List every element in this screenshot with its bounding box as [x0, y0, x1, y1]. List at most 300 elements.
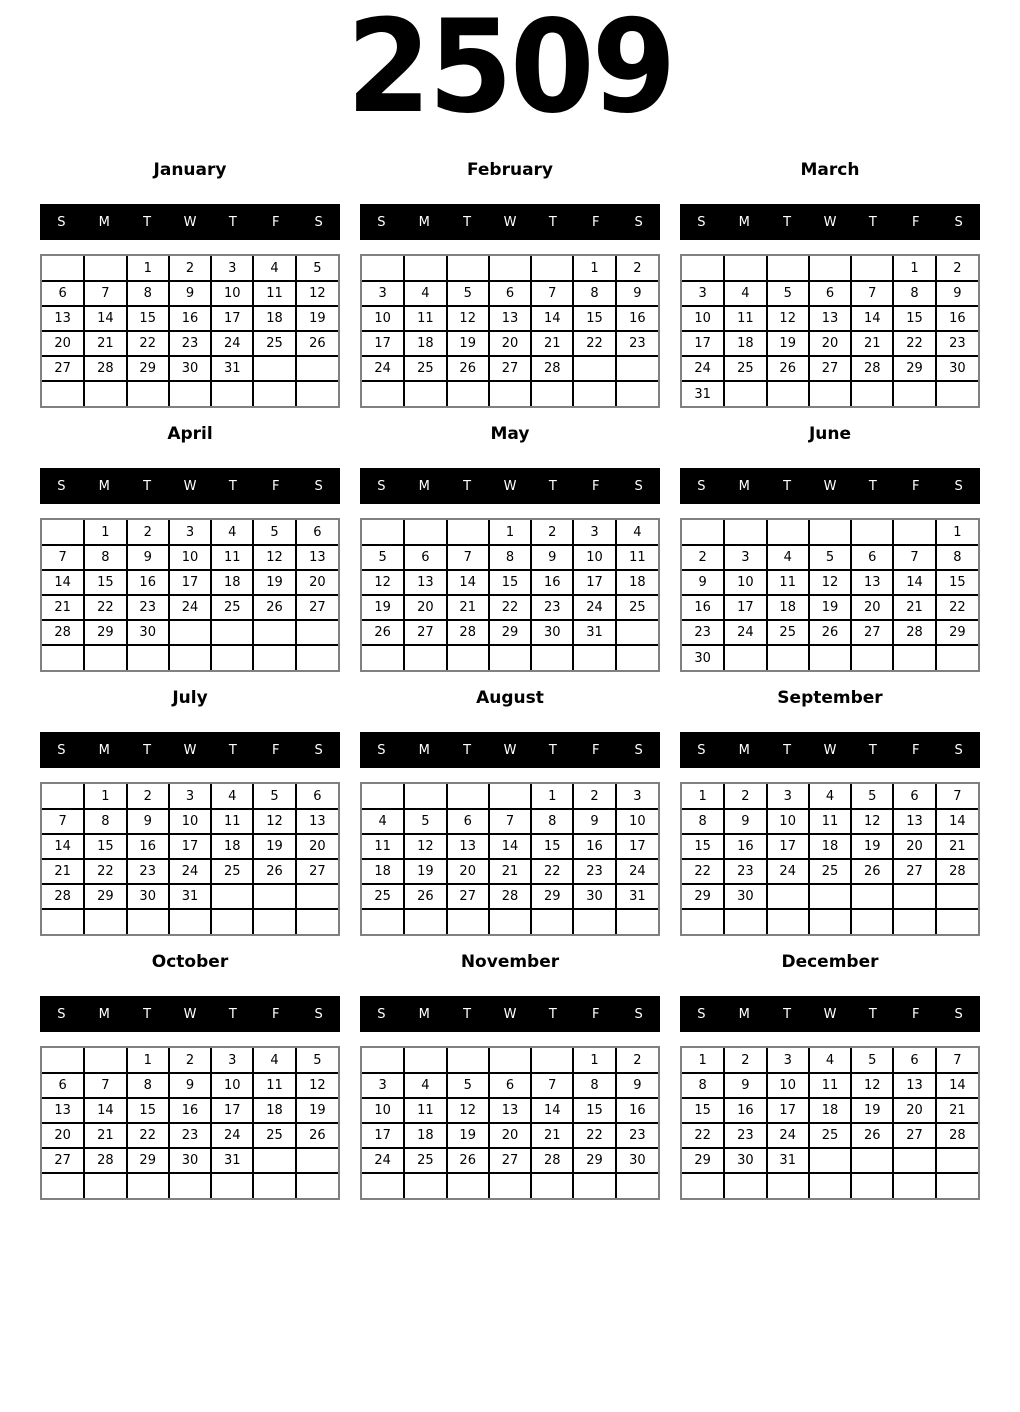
weekday-label: M	[98, 214, 110, 230]
week-row	[42, 809, 338, 834]
week-row	[42, 620, 338, 645]
week-row	[682, 1173, 978, 1198]
date-cell	[851, 1148, 893, 1173]
date-cell: 8	[84, 809, 126, 834]
date-cell	[851, 909, 893, 934]
date-cell	[404, 1173, 446, 1198]
weekday-label: M	[418, 1006, 430, 1022]
month-name: February	[466, 160, 554, 180]
date-grid-frame	[40, 518, 340, 672]
date-grid-frame	[680, 1046, 980, 1200]
date-cell: 27	[296, 595, 338, 620]
month-february	[360, 158, 660, 408]
date-cell: 27	[296, 859, 338, 884]
date-cell	[851, 1173, 893, 1198]
weekday-label: W	[183, 478, 197, 494]
date-cell: 7	[84, 1073, 126, 1098]
date-cell	[851, 381, 893, 406]
date-cell	[84, 256, 126, 281]
date-cell	[616, 381, 658, 406]
date-cell: 8	[84, 545, 126, 570]
date-cell: 26	[851, 1123, 893, 1148]
date-cell: 8	[573, 1073, 615, 1098]
date-cell: 22	[573, 1123, 615, 1148]
date-cell: 26	[851, 859, 893, 884]
weekday-label: M	[738, 742, 750, 758]
date-cell	[936, 909, 978, 934]
date-cell: 10	[211, 1073, 253, 1098]
date-cell	[767, 909, 809, 934]
date-grid-frame	[40, 1046, 340, 1200]
date-cell	[851, 256, 893, 281]
date-cell: 5	[253, 784, 295, 809]
weekday-label: F	[911, 478, 920, 494]
date-cell: 14	[84, 1098, 126, 1123]
date-cell: 16	[616, 1098, 658, 1123]
date-cell: 15	[682, 1098, 724, 1123]
date-cell: 15	[573, 1098, 615, 1123]
date-cell: 25	[253, 1123, 295, 1148]
date-cell: 25	[767, 620, 809, 645]
weekday-label: T	[463, 478, 472, 494]
month-name: April	[167, 424, 213, 444]
date-cell: 23	[682, 620, 724, 645]
date-cell: 28	[42, 620, 84, 645]
date-cell: 5	[362, 545, 404, 570]
date-cell	[531, 645, 573, 670]
date-cell: 9	[616, 1073, 658, 1098]
date-cell: 22	[489, 595, 531, 620]
date-cell	[893, 884, 935, 909]
week-row	[362, 520, 658, 545]
date-cell	[682, 256, 724, 281]
weekday-label: F	[271, 478, 280, 494]
date-grid	[362, 256, 658, 406]
date-grid	[682, 1048, 978, 1198]
week-row	[362, 256, 658, 281]
date-cell	[489, 1048, 531, 1073]
date-cell: 3	[169, 520, 211, 545]
date-cell	[211, 1173, 253, 1198]
month-may	[360, 422, 660, 672]
date-cell: 21	[447, 595, 489, 620]
date-cell: 20	[489, 331, 531, 356]
date-cell: 9	[169, 1073, 211, 1098]
date-cell: 28	[489, 884, 531, 909]
date-cell: 9	[724, 1073, 766, 1098]
date-cell: 19	[447, 331, 489, 356]
date-grid-frame	[360, 518, 660, 672]
date-grid	[42, 256, 338, 406]
date-cell	[893, 520, 935, 545]
week-row	[42, 1098, 338, 1123]
date-cell	[42, 645, 84, 670]
date-cell: 6	[296, 520, 338, 545]
weekday-label: T	[868, 478, 877, 494]
date-cell	[447, 645, 489, 670]
date-cell: 22	[573, 331, 615, 356]
date-cell	[724, 520, 766, 545]
date-cell: 15	[573, 306, 615, 331]
date-cell: 29	[936, 620, 978, 645]
date-cell: 10	[616, 809, 658, 834]
date-cell: 6	[42, 281, 84, 306]
date-cell: 5	[253, 520, 295, 545]
weekday-label: S	[377, 214, 386, 230]
month-name: September	[777, 688, 883, 708]
date-cell	[616, 356, 658, 381]
date-cell: 7	[42, 809, 84, 834]
date-cell: 24	[169, 859, 211, 884]
date-cell	[296, 645, 338, 670]
date-cell: 30	[127, 884, 169, 909]
date-cell: 22	[531, 859, 573, 884]
date-cell: 2	[724, 1048, 766, 1073]
date-cell: 3	[362, 281, 404, 306]
date-cell	[296, 1173, 338, 1198]
date-cell: 23	[936, 331, 978, 356]
week-row	[362, 1073, 658, 1098]
date-cell	[489, 256, 531, 281]
date-cell: 16	[531, 570, 573, 595]
date-cell: 23	[127, 595, 169, 620]
date-cell	[253, 884, 295, 909]
weekday-label: S	[954, 478, 963, 494]
date-cell: 9	[127, 545, 169, 570]
week-row	[682, 306, 978, 331]
date-cell: 31	[682, 381, 724, 406]
date-cell: 12	[362, 570, 404, 595]
weekday-label: F	[911, 742, 920, 758]
date-cell: 10	[211, 281, 253, 306]
date-cell: 16	[682, 595, 724, 620]
date-cell	[573, 909, 615, 934]
date-cell: 10	[362, 306, 404, 331]
date-cell: 4	[616, 520, 658, 545]
date-cell: 5	[296, 1048, 338, 1073]
year-title: 2509	[346, 0, 674, 142]
week-row	[682, 520, 978, 545]
weekday-label: S	[634, 1006, 643, 1022]
date-cell	[893, 645, 935, 670]
date-cell: 15	[936, 570, 978, 595]
month-july	[40, 686, 340, 936]
date-cell	[724, 909, 766, 934]
date-cell	[84, 909, 126, 934]
month-december	[680, 950, 980, 1200]
date-cell: 29	[127, 1148, 169, 1173]
date-cell: 30	[127, 620, 169, 645]
weekday-label: W	[183, 214, 197, 230]
date-cell: 14	[489, 834, 531, 859]
weekday-label: T	[143, 1006, 152, 1022]
date-cell: 2	[127, 784, 169, 809]
date-grid	[42, 520, 338, 670]
weekday-header-bar	[40, 732, 340, 768]
date-cell: 20	[296, 834, 338, 859]
date-cell	[404, 381, 446, 406]
date-cell: 21	[42, 595, 84, 620]
date-cell	[573, 645, 615, 670]
date-cell: 6	[809, 281, 851, 306]
date-cell: 18	[404, 331, 446, 356]
weekday-label: M	[738, 1006, 750, 1022]
weekday-label: S	[634, 478, 643, 494]
date-cell: 10	[573, 545, 615, 570]
weekday-label: T	[548, 214, 557, 230]
date-cell	[767, 645, 809, 670]
weekday-label: S	[314, 742, 323, 758]
date-cell	[489, 1173, 531, 1198]
date-cell: 10	[767, 809, 809, 834]
weekday-label: S	[57, 214, 66, 230]
date-cell: 2	[936, 256, 978, 281]
date-cell	[616, 1173, 658, 1198]
date-cell: 6	[42, 1073, 84, 1098]
date-cell: 18	[767, 595, 809, 620]
date-cell: 28	[447, 620, 489, 645]
date-cell: 15	[531, 834, 573, 859]
date-cell: 17	[211, 306, 253, 331]
date-cell: 29	[84, 620, 126, 645]
date-cell	[616, 645, 658, 670]
date-cell: 20	[42, 1123, 84, 1148]
date-cell: 3	[767, 784, 809, 809]
date-cell: 11	[767, 570, 809, 595]
date-cell: 5	[851, 1048, 893, 1073]
date-cell: 21	[936, 834, 978, 859]
date-cell: 28	[84, 356, 126, 381]
date-cell: 1	[489, 520, 531, 545]
date-cell	[169, 381, 211, 406]
date-cell: 7	[936, 784, 978, 809]
date-cell	[362, 256, 404, 281]
date-cell	[767, 520, 809, 545]
date-cell: 2	[616, 256, 658, 281]
month-march	[680, 158, 980, 408]
date-cell: 21	[531, 331, 573, 356]
month-january	[40, 158, 340, 408]
date-cell: 19	[362, 595, 404, 620]
date-cell: 18	[211, 570, 253, 595]
weekday-label: T	[143, 214, 152, 230]
date-cell	[296, 620, 338, 645]
date-cell: 8	[489, 545, 531, 570]
date-cell: 12	[404, 834, 446, 859]
weekday-label: S	[697, 1006, 706, 1022]
weekday-label: T	[783, 742, 792, 758]
date-cell: 23	[127, 859, 169, 884]
date-cell: 11	[253, 281, 295, 306]
month-name: March	[800, 160, 860, 180]
date-cell: 3	[169, 784, 211, 809]
week-row	[682, 809, 978, 834]
date-cell: 14	[84, 306, 126, 331]
date-grid-frame	[680, 518, 980, 672]
date-cell: 7	[489, 809, 531, 834]
week-row	[682, 1148, 978, 1173]
date-cell: 17	[767, 834, 809, 859]
week-row	[682, 1123, 978, 1148]
weekday-label: F	[591, 478, 600, 494]
date-cell	[531, 909, 573, 934]
date-cell: 9	[682, 570, 724, 595]
weekday-label: S	[697, 742, 706, 758]
date-cell: 26	[404, 884, 446, 909]
week-row	[682, 1073, 978, 1098]
date-cell	[531, 1048, 573, 1073]
date-cell	[893, 381, 935, 406]
date-cell	[936, 381, 978, 406]
date-cell: 2	[573, 784, 615, 809]
date-cell: 24	[682, 356, 724, 381]
date-cell: 24	[616, 859, 658, 884]
date-cell: 22	[682, 1123, 724, 1148]
date-cell: 30	[573, 884, 615, 909]
weekday-label: F	[271, 214, 280, 230]
date-cell: 3	[616, 784, 658, 809]
months-grid	[40, 158, 980, 1200]
date-cell	[169, 909, 211, 934]
week-row	[42, 834, 338, 859]
week-row	[682, 784, 978, 809]
week-row	[42, 1073, 338, 1098]
date-cell: 17	[169, 570, 211, 595]
date-cell	[893, 909, 935, 934]
date-cell: 24	[211, 331, 253, 356]
week-row	[682, 645, 978, 670]
date-cell: 11	[211, 809, 253, 834]
date-cell: 18	[724, 331, 766, 356]
date-cell: 18	[253, 1098, 295, 1123]
date-cell	[447, 256, 489, 281]
date-cell	[489, 784, 531, 809]
date-cell: 21	[489, 859, 531, 884]
date-cell: 26	[809, 620, 851, 645]
date-cell	[531, 381, 573, 406]
date-cell: 14	[851, 306, 893, 331]
weekday-label: M	[418, 478, 430, 494]
weekday-header-bar	[680, 468, 980, 504]
date-cell	[893, 1148, 935, 1173]
date-cell: 7	[893, 545, 935, 570]
weekday-header-bar	[40, 204, 340, 240]
date-cell: 10	[682, 306, 724, 331]
date-cell: 5	[447, 1073, 489, 1098]
date-cell: 2	[724, 784, 766, 809]
weekday-label: T	[143, 742, 152, 758]
date-cell: 4	[809, 784, 851, 809]
date-cell: 11	[253, 1073, 295, 1098]
date-cell	[767, 381, 809, 406]
weekday-label: T	[783, 1006, 792, 1022]
date-cell: 26	[296, 331, 338, 356]
date-cell: 1	[573, 1048, 615, 1073]
date-cell: 30	[531, 620, 573, 645]
date-cell: 26	[447, 356, 489, 381]
date-cell	[809, 381, 851, 406]
date-cell	[447, 909, 489, 934]
date-cell: 2	[169, 256, 211, 281]
date-cell: 23	[573, 859, 615, 884]
weekday-label: M	[418, 214, 430, 230]
date-cell: 29	[489, 620, 531, 645]
weekday-label: T	[228, 214, 237, 230]
date-cell: 26	[253, 595, 295, 620]
date-cell: 16	[724, 1098, 766, 1123]
date-cell: 6	[404, 545, 446, 570]
date-cell: 24	[211, 1123, 253, 1148]
date-cell: 1	[84, 520, 126, 545]
date-cell	[211, 884, 253, 909]
date-cell: 27	[851, 620, 893, 645]
date-cell: 19	[809, 595, 851, 620]
date-cell: 13	[296, 809, 338, 834]
date-cell: 24	[169, 595, 211, 620]
date-cell	[573, 1173, 615, 1198]
date-cell: 17	[169, 834, 211, 859]
date-cell	[253, 620, 295, 645]
month-june	[680, 422, 980, 672]
date-cell: 14	[42, 570, 84, 595]
date-grid	[682, 256, 978, 406]
date-grid	[42, 784, 338, 934]
date-cell: 25	[404, 356, 446, 381]
date-cell: 16	[724, 834, 766, 859]
week-row	[682, 595, 978, 620]
month-name: June	[808, 424, 852, 444]
date-cell: 14	[936, 809, 978, 834]
week-row	[42, 1048, 338, 1073]
date-cell: 27	[893, 1123, 935, 1148]
date-cell: 20	[404, 595, 446, 620]
date-cell: 10	[724, 570, 766, 595]
date-cell: 8	[936, 545, 978, 570]
date-cell: 12	[253, 545, 295, 570]
date-cell: 3	[767, 1048, 809, 1073]
weekday-label: F	[591, 742, 600, 758]
date-cell: 14	[447, 570, 489, 595]
date-cell: 20	[851, 595, 893, 620]
date-cell	[682, 1173, 724, 1198]
date-cell: 18	[362, 859, 404, 884]
week-row	[42, 859, 338, 884]
date-cell: 19	[404, 859, 446, 884]
weekday-label: M	[98, 478, 110, 494]
week-row	[42, 884, 338, 909]
month-name: July	[172, 688, 208, 708]
date-cell: 13	[489, 306, 531, 331]
weekday-label: F	[591, 1006, 600, 1022]
date-cell	[127, 909, 169, 934]
date-cell: 26	[253, 859, 295, 884]
week-row	[362, 909, 658, 934]
date-cell: 9	[936, 281, 978, 306]
weekday-label: T	[463, 214, 472, 230]
date-cell	[42, 381, 84, 406]
date-cell	[936, 645, 978, 670]
date-cell: 12	[767, 306, 809, 331]
date-cell: 11	[404, 306, 446, 331]
date-cell: 8	[127, 281, 169, 306]
date-cell	[169, 1173, 211, 1198]
month-name: October	[151, 952, 229, 972]
week-row	[42, 570, 338, 595]
date-cell	[851, 884, 893, 909]
date-cell	[809, 520, 851, 545]
date-cell: 21	[531, 1123, 573, 1148]
date-cell: 4	[211, 520, 253, 545]
